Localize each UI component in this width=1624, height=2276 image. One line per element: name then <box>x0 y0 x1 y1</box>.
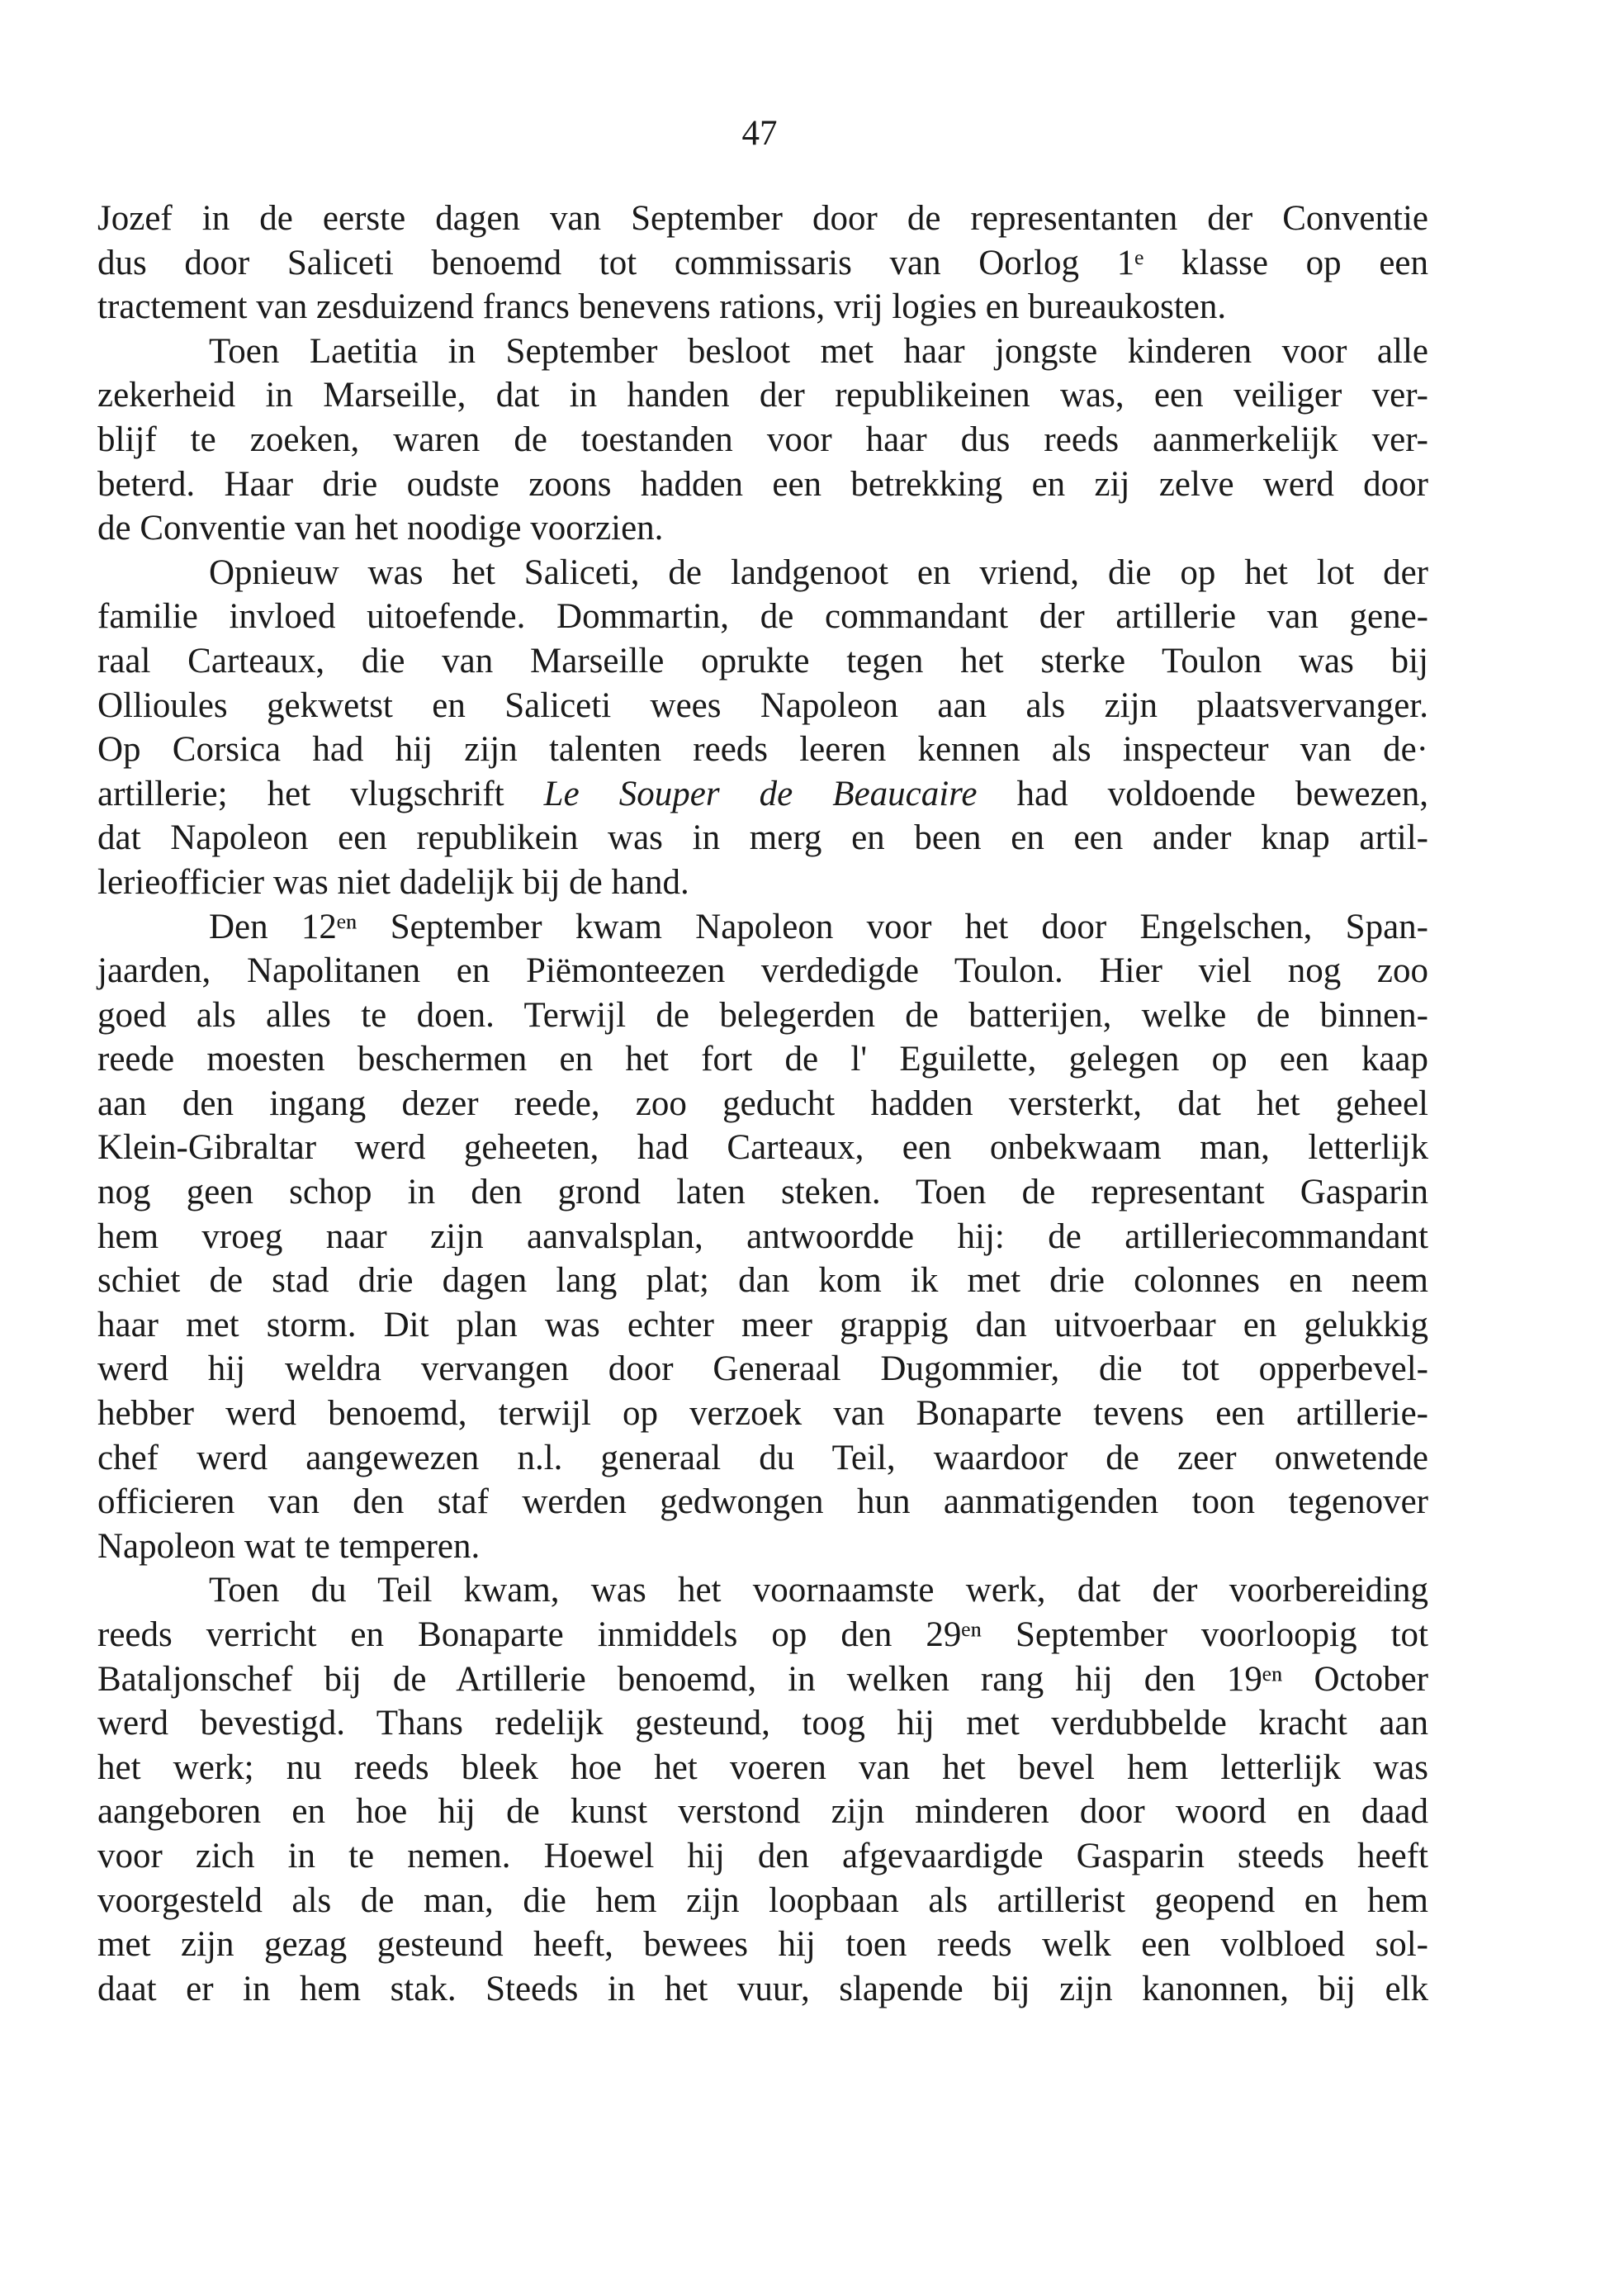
text-line-content: werd hij weldra vervangen door Generaal Dugommier, die tot opperbevel- <box>97 1349 1428 1389</box>
text-line-content: Jozef in de eerste dagen van September door de representanten der Conventie <box>97 199 1428 238</box>
text-line-content: Bataljonschef bij de Artillerie benoemd, in welken rang hij den 19ᵉⁿ October <box>97 1659 1428 1699</box>
text-line-content: aan den ingang dezer reede, zoo geducht hadden versterkt, dat het geheel <box>97 1083 1428 1123</box>
text-line-content: reede moesten beschermen en het fort de l' Eguilette, gelegen op een kaap <box>97 1040 1428 1079</box>
text-line-content: familie invloed uitoefende. Dommartin, de commandant der artillerie van gene- <box>97 597 1428 637</box>
text-line-content: beterd. Haar drie oudste zoons hadden een betrekking en zij zelve werd door <box>97 464 1428 504</box>
text-line <box>97 1303 1428 1348</box>
text-line-content: de Conventie van het noodige voorzien. <box>97 509 664 548</box>
text-line-content: aangeboren en hoe hij de kunst verstond zijn minderen door woord en daad <box>97 1792 1428 1832</box>
body-text <box>97 197 1428 2011</box>
text-line-content: Napoleon wat te temperen. <box>97 1526 481 1566</box>
text-line <box>97 1215 1428 1259</box>
text-line-content: haar met storm. Dit plan was echter meer grappig dan uitvoerbaar en gelukkig <box>97 1305 1428 1344</box>
text-line-content: artillerie; het vlugschrift <box>97 774 544 813</box>
text-line <box>97 816 1428 861</box>
text-line <box>97 1480 1428 1524</box>
text-line <box>97 1347 1428 1392</box>
text-line <box>97 1967 1428 2012</box>
text-line-content: dus door Saliceti benoemd tot commissaris van Oorlog 1ᵉ klasse op een <box>97 243 1428 282</box>
text-line-content: schiet de stad drie dagen lang plat; dan kom ik met drie colonnes en neem <box>97 1261 1428 1301</box>
text-line-content: blijf te zoeken, waren de toestanden voor haar dus reeds aanmerkelijk ver- <box>97 420 1428 459</box>
text-line <box>97 1834 1428 1879</box>
text-line <box>97 728 1428 772</box>
text-line-content: jaarden, Napolitanen en Piëmonteezen verdedigde Toulon. Hier viel nog zoo <box>97 951 1428 991</box>
text-line-content: lerieofficier was niet dadelijk bij de hand. <box>97 862 689 902</box>
text-line-content: met zijn gezag gesteund heeft, bewees hij toen reeds welk een volbloed sol- <box>97 1925 1428 1965</box>
text-line-content: Klein-Gibraltar werd geheeten, had Carteaux, een onbekwaam man, letterlijk <box>97 1128 1428 1168</box>
text-line-content: zekerheid in Marseille, dat in handen der republikeinen was, een veiliger ver- <box>97 376 1428 415</box>
text-line <box>97 639 1428 684</box>
text-line-content: Ollioules gekwetst en Saliceti wees Napoleon aan als zijn plaatsvervanger. <box>97 685 1428 725</box>
text-line <box>97 506 1428 551</box>
text-line-content: het werk; nu reeds bleek hoe het voeren van het bevel hem letterlijk was <box>97 1747 1428 1787</box>
text-line <box>97 1259 1428 1303</box>
text-line <box>97 551 1428 595</box>
italic-title: Le Souper de Beaucaire <box>543 774 978 813</box>
text-line-content: voor zich in te nemen. Hoewel hij den afgevaardigde Gasparin steeds heeft <box>97 1836 1428 1875</box>
text-line <box>97 1568 1428 1613</box>
text-line <box>97 1790 1428 1834</box>
text-line-content: werd bevestigd. Thans redelijk gesteund, toog hij met verdubbelde kracht aan <box>97 1704 1428 1743</box>
text-line <box>97 330 1428 374</box>
text-line <box>97 1879 1428 1923</box>
text-line-content: tractement van zesduizend francs benevens rations, vrij logies en bureaukosten. <box>97 287 1227 327</box>
text-line-content: chef werd aangewezen n.l. generaal du Teil, waardoor de zeer onwetende <box>97 1438 1428 1477</box>
text-line-content: hebber werd benoemd, terwijl op verzoek van Bonaparte tevens een artillerie- <box>97 1394 1428 1434</box>
text-line <box>97 949 1428 993</box>
text-line-content: voorgesteld als de man, die hem zijn loopbaan als artillerist geopend en hem <box>97 1880 1428 1920</box>
text-line-continuation: had voldoende bewezen, <box>977 774 1429 813</box>
text-line <box>97 1082 1428 1126</box>
text-line <box>97 1701 1428 1746</box>
text-line <box>97 684 1428 728</box>
text-line <box>97 1392 1428 1436</box>
text-line-content: Op Corsica had hij zijn talenten reeds leeren kennen als inspecteur van de· <box>97 730 1428 770</box>
text-line <box>97 1436 1428 1481</box>
text-line-content: Opnieuw was het Saliceti, de landgenoot en vriend, die op het lot der <box>209 552 1428 592</box>
text-line <box>97 197 1428 241</box>
text-line <box>97 1524 1428 1569</box>
text-line <box>97 241 1428 286</box>
text-line <box>97 1746 1428 1790</box>
text-line <box>97 285 1428 330</box>
page-number: 47 <box>741 114 778 153</box>
text-line-content: Den 12ᵉⁿ September kwam Napoleon voor het door Engelschen, Span- <box>209 907 1428 946</box>
text-line-content: Toen du Teil kwam, was het voornaamste werk, dat der voorbereiding <box>209 1571 1428 1610</box>
text-line <box>97 861 1428 905</box>
text-line-content: raal Carteaux, die van Marseille oprukte tegen het sterke Toulon was bij <box>97 641 1428 680</box>
text-line <box>97 1613 1428 1657</box>
text-line <box>97 595 1428 639</box>
text-line <box>97 373 1428 418</box>
text-line <box>97 1126 1428 1170</box>
text-line <box>97 1923 1428 1967</box>
text-line-content: dat Napoleon een republikein was in merg en been en een ander knap artil- <box>97 818 1428 858</box>
text-line <box>97 1657 1428 1702</box>
text-line-content: reeds verricht en Bonaparte inmiddels op den 29ᵉⁿ September voorloopig tot <box>97 1615 1428 1654</box>
text-line <box>97 1170 1428 1215</box>
text-line <box>97 993 1428 1038</box>
text-line <box>97 1037 1428 1082</box>
text-line <box>97 418 1428 462</box>
text-line-content: hem vroeg naar zijn aanvalsplan, antwoordde hij: de artilleriecommandant <box>97 1216 1428 1256</box>
text-line-content: officieren van den staf werden gedwongen hun aanmatigenden toon tegenover <box>97 1482 1428 1522</box>
text-line <box>97 905 1428 950</box>
text-line-content: goed als alles te doen. Terwijl de belegerden de batterijen, welke de binnen- <box>97 995 1428 1035</box>
text-line-content: nog geen schop in den grond laten steken. Toen de representant Gasparin <box>97 1173 1428 1212</box>
text-line-content: daat er in hem stak. Steeds in het vuur, slapende bij zijn kanonnen, bij elk <box>97 1969 1428 2008</box>
text-line-content: Toen Laetitia in September besloot met haar jongste kinderen voor alle <box>209 331 1428 371</box>
text-line <box>97 462 1428 507</box>
text-line <box>97 772 1428 817</box>
